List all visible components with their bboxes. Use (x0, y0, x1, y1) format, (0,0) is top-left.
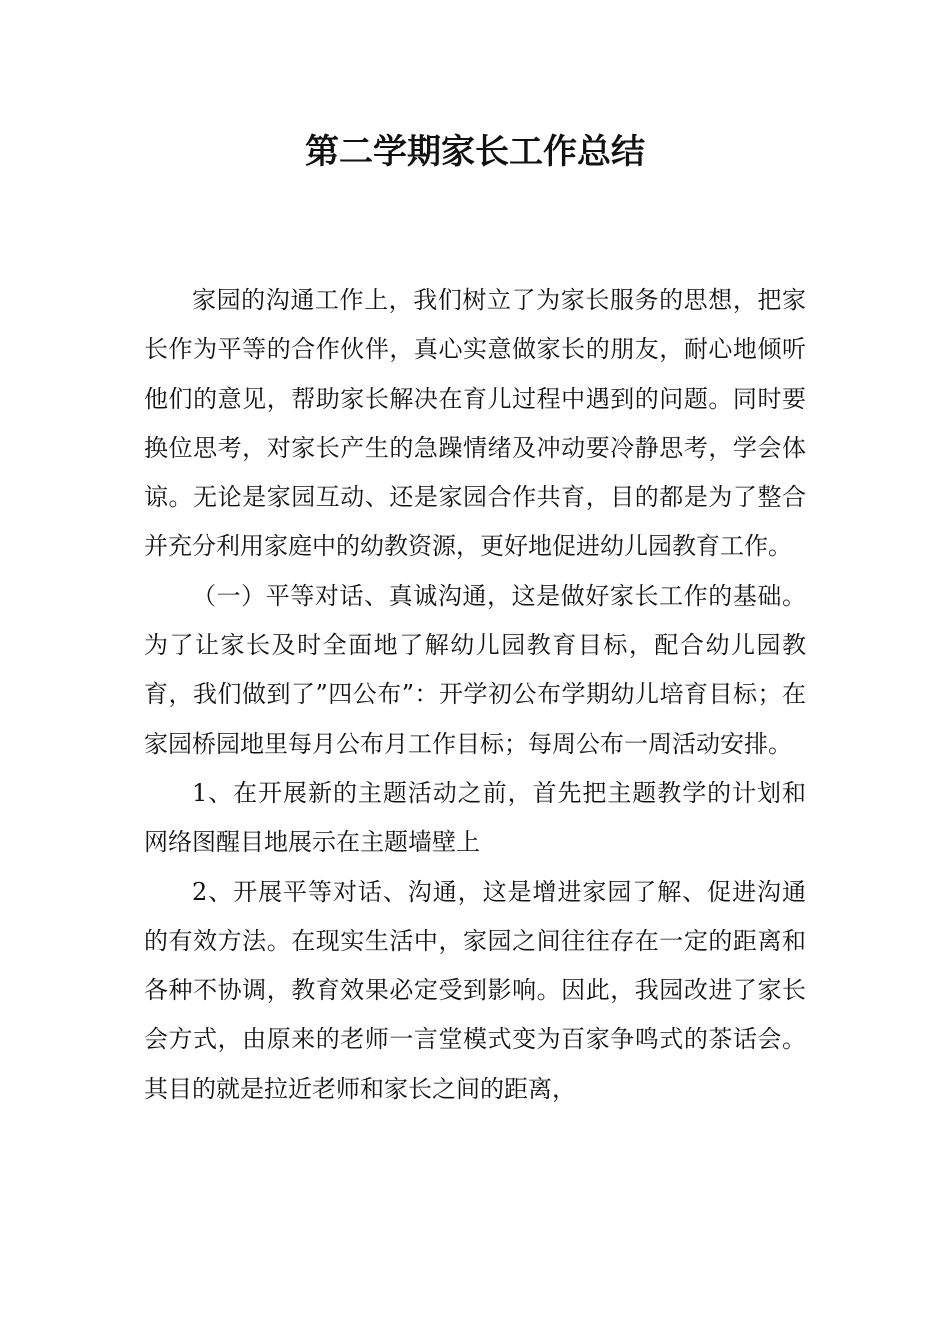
paragraph-section-one: （一）平等对话、真诚沟通，这是做好家长工作的基础。为了让家长及时全面地了解幼儿园教育目标，配合幼儿园教育，我们做到了”四公布”：开学初公布学期幼儿培育目标；在家园桥园地里每月公布月工作目标；每周公布一周活动安排。 (144, 581, 806, 758)
paragraph-intro: 家园的沟通工作上，我们树立了为家长服务的思想，把家长作为平等的合作伙伴，真心实意做家长的朋友，耐心地倾听他们的意见，帮助家长解决在育儿过程中遇到的问题。同时要换位思考，对家长产生的急躁情绪及冲动要冷静思考，学会体谅。无论是家园互动、还是家园合作共育，目的都是为了整合并充分利用家庭中的幼教资源，更好地促进幼儿园教育工作。 (144, 286, 806, 561)
document-body (144, 276, 806, 1114)
document-title: 第二学期家长工作总结 (305, 132, 645, 172)
paragraph-item-two: 2、开展平等对话、沟通，这是增进家园了解、促进沟通的有效方法。在现实生活中，家园之间往往存在一定的距离和各种不协调，教育效果必定受到影响。因此，我园改进了家长会方式，由原来的老师一言堂模式变为百家争鸣式的茶话会。其目的就是拉近老师和家长之间的距离， (144, 877, 806, 1103)
paragraph-item-one: 1、在开展新的主题活动之前，首先把主题教学的计划和网络图醒目地展示在主题墙壁上 (144, 778, 806, 857)
